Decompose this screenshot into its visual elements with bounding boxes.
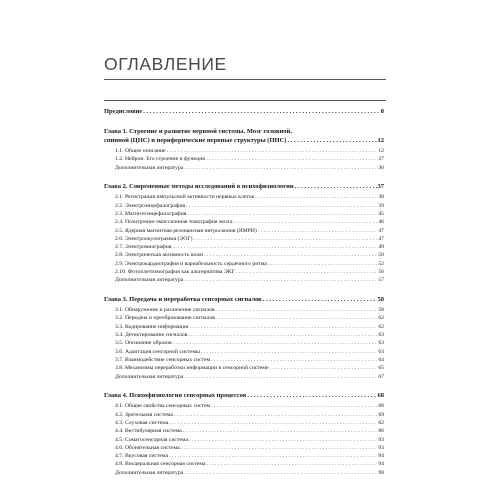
toc-item-page: 47 [378,235,384,242]
dot-leader [166,147,377,155]
toc-item[interactable] [104,155,384,163]
table-of-contents [104,107,384,488]
dot-leader [169,419,377,427]
toc-item-title: 3.2. Передача и преобразование сигналов [115,315,215,322]
toc-item-title: 1.1. Общее описание [115,148,166,154]
toc-item-title: Дополнительная литература [115,373,184,380]
toc-item[interactable] [104,427,384,435]
dot-leader [183,427,377,435]
page-title: ОГЛАВЛЕНИЕ [104,54,227,74]
toc-item-page: 68 [378,403,384,410]
toc-chapter-title-entry [104,392,384,401]
toc-item-title: 2.4. Позитронно-эмиссионная томография мозга [115,219,233,226]
toc-item[interactable] [104,306,384,314]
toc-item[interactable] [104,356,384,364]
toc-item[interactable] [104,364,384,372]
dot-leader [287,137,376,146]
toc-item-title: 2.2. Электроэнцефалография [115,202,186,209]
toc-chapter-items [104,402,384,477]
toc-item-page: 63 [378,348,384,355]
toc-chapter-page: 68 [377,391,384,399]
toc-item-page: 57 [378,277,384,284]
toc-item[interactable] [104,243,384,251]
toc-item-title: 1.2. Нейрон. Его строение и функции [115,156,206,163]
toc-item-title: 4.3. Слуховая система [115,419,169,426]
dot-leader [236,268,378,276]
toc-item-page: 12 [378,148,384,154]
toc-item[interactable] [104,460,384,468]
toc-item-title: 3.6. Адаптация сенсорной системы [115,348,200,355]
toc-item[interactable] [104,193,384,201]
toc-item[interactable] [104,235,384,243]
toc-item-page: 62 [378,323,384,330]
toc-item[interactable] [104,147,384,155]
toc-item-title: Дополнительная литература [115,164,184,171]
dot-leader [184,164,377,172]
dot-leader [234,218,378,226]
toc-item-page: 65 [378,365,384,372]
toc-item-title: 2.6. Электроокулограмма (ЭОГ) [115,235,193,242]
toc-item-page: 94 [378,453,384,460]
toc-item-page: 45 [378,210,384,217]
toc-item[interactable] [104,419,384,427]
toc-item[interactable] [104,314,384,322]
toc-chapter-1 [104,128,384,172]
toc-item-page: 64 [378,356,384,363]
toc-item-title: 2.8. Электрическая активность кожи [115,252,204,259]
toc-item-page: 86 [378,428,384,435]
toc-item-title: 2.5. Ядерная магнитная резонансная интроскопия (ЯМРИ) [115,227,257,234]
dot-leader [270,364,378,372]
toc-item-page: 93 [378,436,384,443]
toc-chapter-items [104,193,384,284]
toc-item-title: 2.9. Электрокардиография и вариабельность сердечного ритма [115,260,267,267]
toc-item-page: 50 [378,252,384,259]
toc-item-title: 3.5. Опознание образов [115,340,172,347]
toc-item-page: 46 [378,219,384,226]
toc-item-page: 56 [378,269,384,276]
dot-leader [211,402,377,410]
toc-item-title: Дополнительная литература [115,469,184,476]
dot-leader [206,155,377,163]
toc-item-page: 62 [378,315,384,322]
dot-leader [190,323,378,331]
dot-leader [174,411,377,419]
toc-item[interactable] [104,402,384,410]
toc-item[interactable] [104,268,384,276]
toc-item-title: 4.8. Висцеральная сенсорная система [115,461,206,468]
toc-chapter-page: 58 [377,295,384,303]
dot-leader [194,235,378,243]
dot-leader [188,331,377,339]
toc-item-page: 98 [378,469,384,476]
toc-item-title: 3.3. Кодирование информации [115,323,189,330]
toc-preface-page: 8 [380,108,384,115]
toc-item-title: 3.7. Взаимодействие сенсорных систем [115,356,211,363]
toc-chapter-items [104,147,384,172]
dot-leader [173,339,378,347]
toc-item[interactable] [104,469,384,477]
toc-chapters [104,128,384,477]
toc-item-page: 94 [378,461,384,468]
dot-leader [143,107,379,116]
toc-chapter-title[interactable] [104,296,384,305]
toc-item[interactable] [104,276,384,284]
dot-leader [169,452,377,460]
toc-item-title: 3.1. Обнаружение и различение сигналов [115,307,215,314]
toc-item-page: 38 [378,194,384,201]
toc-item[interactable] [104,218,384,226]
toc-chapter-4 [104,392,384,477]
toc-item[interactable] [104,202,384,210]
toc-item-page: 47 [378,227,384,234]
toc-item[interactable] [104,348,384,356]
toc-preface-title: Предисловие [104,108,143,115]
dot-leader [247,392,376,401]
toc-chapter-title-entry [104,296,384,305]
dot-leader [204,251,377,259]
toc-preface[interactable] [104,107,384,116]
dot-leader [216,306,378,314]
toc-item-title: 2.1. Регистрация импульсной активности нервных клеток [115,194,255,201]
toc-item-page: 69 [378,411,384,418]
dot-leader [263,296,377,305]
dot-leader [207,460,378,468]
heading-rule-top [104,79,386,80]
toc-chapter-page: 12 [377,136,384,144]
toc-item-page: 39 [378,202,384,209]
dot-leader [172,243,377,251]
toc-item-title: 4.1. Общие свойства сенсорных систем [115,403,211,410]
toc-chapter-title-text: Глава 2. Современные методы исследований в психофизиологии [104,182,294,190]
toc-chapter-2 [104,183,384,285]
toc-item[interactable] [104,373,384,381]
toc-item[interactable] [104,339,384,347]
toc-item[interactable] [104,251,384,259]
toc-item-title: 3.8. Механизмы переработки информации в сенсорной системе [115,365,269,372]
dot-leader [184,276,377,284]
dot-leader [268,260,378,268]
dot-leader [184,373,377,381]
toc-item-title: 3.4. Детектирование сигналов [115,332,188,339]
toc-item-title: 2.7. Электромиография [115,244,172,251]
dot-leader [186,202,377,210]
toc-chapter-page: 37 [377,182,384,190]
toc-item-title: 2.10. Фотоплетизмография как альтернатива ЭКГ [115,269,235,276]
toc-item-title: 4.2. Зрительная система [115,411,173,418]
toc-item-page: 27 [378,156,384,163]
toc-item-page: 63 [378,332,384,339]
toc-item-title: 4.5. Соматосенсорная система [115,436,188,443]
dot-leader [255,193,377,201]
toc-item-page: 93 [378,444,384,451]
toc-item-title: Дополнительная литература [115,277,184,284]
toc-item[interactable] [104,452,384,460]
toc-item[interactable] [104,164,384,172]
toc-item[interactable] [104,411,384,419]
toc-chapter-title[interactable] [104,128,384,145]
toc-chapter-items [104,306,384,381]
toc-item[interactable] [104,227,384,235]
toc-item[interactable] [104,444,384,452]
toc-chapter-title-entry [104,183,384,192]
toc-item-page: 49 [378,244,384,251]
dot-leader [184,469,377,477]
toc-item[interactable] [104,210,384,218]
toc-chapter-title-text: Глава 4. Психофизиология сенсорных процессов [104,391,247,399]
toc-item-title: 2.3. Магнитоэнцефалография [115,210,187,217]
toc-item-page: 63 [378,340,384,347]
toc-item-page: 58 [378,307,384,314]
dot-leader [258,227,378,235]
toc-item-page: 36 [378,164,384,171]
dot-leader [187,210,377,218]
dot-leader [189,436,377,444]
toc-item-title: 4.4. Вестибулярная система [115,428,182,435]
toc-item-page: 52 [378,260,384,267]
toc-chapter-title-text: спинной (ЦНС) и периферические нервные структуры (ПНС) [104,136,287,144]
toc-chapter-title-text: Глава 3. Передача и переработка сенсорных сигналов [104,295,262,303]
toc-item[interactable] [104,260,384,268]
toc-item[interactable] [104,436,384,444]
toc-item-page: 82 [378,419,384,426]
toc-chapter-title-entry [104,137,384,146]
dot-leader [181,444,378,452]
toc-chapter-3 [104,296,384,381]
dot-leader [295,183,377,192]
toc-item-page: 67 [378,373,384,380]
toc-chapter-title[interactable] [104,183,384,192]
dot-leader [201,348,377,356]
toc-item[interactable] [104,331,384,339]
dot-leader [211,356,377,364]
toc-item[interactable] [104,323,384,331]
toc-item-title: 4.7. Вкусовая система [115,453,169,460]
heading-rule-bottom [104,100,386,101]
toc-item-title: 4.6. Обонятельная система [115,444,180,451]
toc-chapter-title-line1: Глава 1. Строение и развитие нервной системы. Мозг головной, [104,128,292,135]
dot-leader [216,314,377,322]
toc-chapter-title[interactable] [104,392,384,401]
